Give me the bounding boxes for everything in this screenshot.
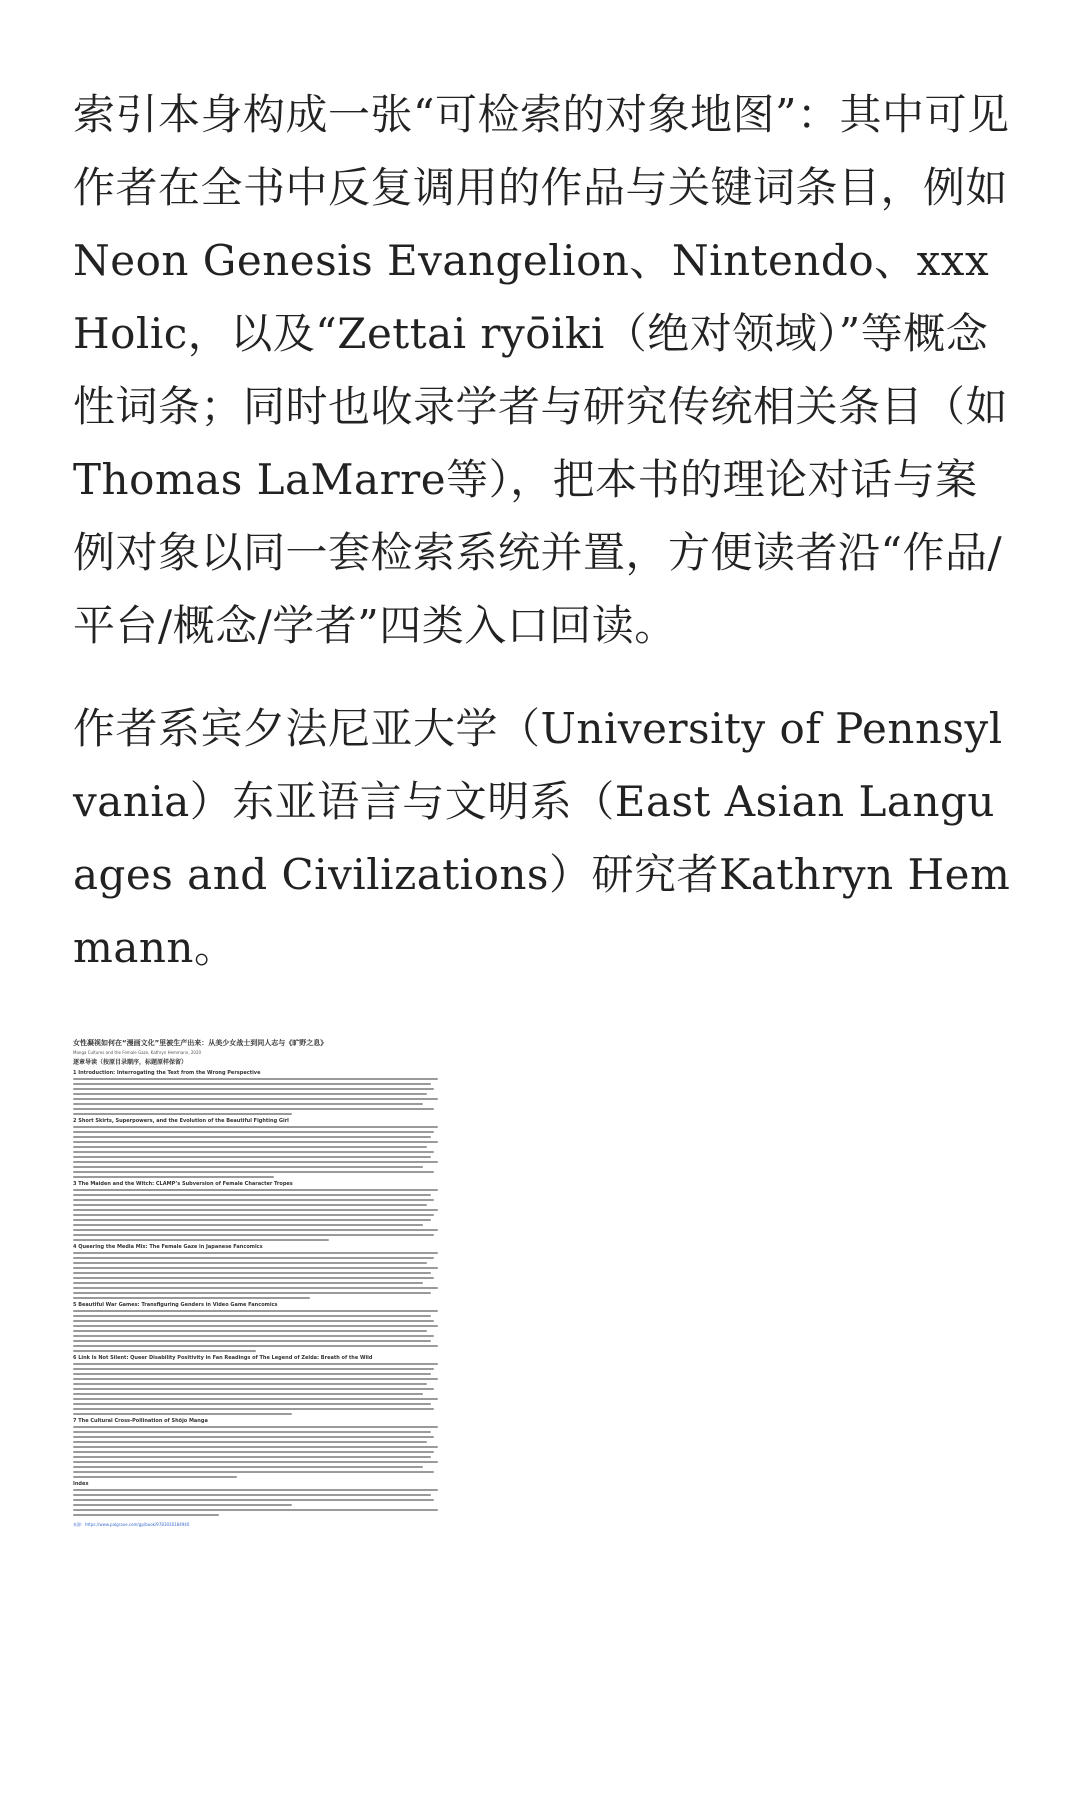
thumbnail-text-line [73,1310,438,1312]
thumbnail-text-line [73,1171,434,1173]
thumbnail-section-text [73,1426,438,1478]
article-body [73,78,1013,984]
thumbnail-text-line [73,1373,431,1375]
thumbnail-section-text [73,1363,438,1415]
thumbnail-subtitle: Manga Cultures and the Female Gaze, Kathryn Hemmann, 2020 [73,1050,202,1055]
thumbnail-text-line [73,1131,434,1133]
thumbnail-text-line [73,1471,434,1473]
thumbnail-text-line [73,1451,434,1453]
thumbnail-text-line [73,1461,438,1463]
thumbnail-text-line [73,1176,274,1178]
thumbnail-text-line [73,1431,431,1433]
thumbnail-text-line [73,1408,434,1410]
thumbnail-text-line [73,1378,438,1380]
thumbnail-section-heading: 3 The Maiden and the Witch: CLAMP’s Subversion of Female Character Tropes [73,1181,293,1187]
thumbnail-text-line [73,1368,434,1370]
thumbnail-text-line [73,1272,431,1274]
thumbnail-text-line [73,1257,434,1259]
thumbnail-section-heading: Index [73,1481,89,1487]
thumbnail-text-line [73,1194,431,1196]
thumbnail-text-line [73,1315,431,1317]
thumbnail-text-line [73,1446,438,1448]
thumbnail-text-line [73,1252,438,1254]
thumbnail-text-line [73,1350,256,1352]
thumbnail-text-line [73,1504,292,1506]
thumbnail-text-line [73,1456,431,1458]
thumbnail-sections [73,1070,438,1516]
thumbnail-text-line [73,1426,438,1428]
thumbnail-text-line [73,1166,423,1168]
thumbnail-title: 女性凝视如何在“漫画文化”里被生产出来：从美少女战士到同人志与《旷野之息》 [73,1039,328,1047]
document-thumbnail [73,1030,438,1685]
thumbnail-text-line [73,1297,310,1299]
thumbnail-text-line [73,1113,292,1115]
thumbnail-section-text [73,1489,438,1516]
thumbnail-text-line [73,1214,434,1216]
thumbnail-text-line [73,1151,434,1153]
thumbnail-section-text [73,1310,438,1352]
thumbnail-text-line [73,1098,438,1100]
thumbnail-section-text [73,1252,438,1299]
thumbnail-text-line [73,1340,431,1342]
thumbnail-text-line [73,1413,292,1415]
thumbnail-text-line [73,1126,438,1128]
thumbnail-text-line [73,1103,423,1105]
thumbnail-text-line [73,1292,431,1294]
thumbnail-section-heading: 1 Introduction: Interrogating the Text from the Wrong Perspective [73,1070,261,1076]
thumbnail-section-heading: 4 Queering the Media Mix: The Female Gaze in Japanese Fancomics [73,1244,263,1250]
thumbnail-text-line [73,1476,237,1478]
paragraph-index-description: 索引本身构成一张“可检索的对象地图”：其中可见作者在全书中反复调用的作品与关键词条目，例如 Neon Genesis Evangelion、Nintendo、xxx Holic，以及“Zettai ryōiki（绝对领域）”等概念性词条；同时也收录学者与研究传统相关条目（如Thomas LaMarre等），把本书的理论对话与案例对象以同一套检索系统并置，方便读者沿“作品/平台/概念/学者”四类入口回读。 [73,90,1010,650]
thumbnail-text-line [73,1108,434,1110]
thumbnail-text-line [73,1078,438,1080]
thumbnail-text-line [73,1224,423,1226]
thumbnail-text-line [73,1363,438,1365]
thumbnail-text-line [73,1156,431,1158]
thumbnail-text-line [73,1514,219,1516]
thumbnail-text-line [73,1383,427,1385]
thumbnail-text-line [73,1219,431,1221]
thumbnail-text-line [73,1088,434,1090]
thumbnail-text-line [73,1204,427,1206]
thumbnail-text-line [73,1398,438,1400]
thumbnail-text-line [73,1146,427,1148]
thumbnail-section-heading: 2 Short Skirts, Superpowers, and the Evolution of the Beautiful Fighting Girl [73,1118,289,1124]
thumbnail-toc-heading: 逐章导读（按原目录顺序，标题原样保留） [73,1059,188,1066]
thumbnail-text-line [73,1209,438,1211]
thumbnail-text-line [73,1262,427,1264]
thumbnail-text-line [73,1141,438,1143]
thumbnail-text-line [73,1287,438,1289]
thumbnail-text-line [73,1161,438,1163]
thumbnail-text-line [73,1229,438,1231]
thumbnail-text-line [73,1436,434,1438]
thumbnail-text-line [73,1335,434,1337]
thumbnail-section-heading: 5 Beautiful War Games: Transfiguring Genders in Video Game Fancomics [73,1302,278,1308]
thumbnail-section-heading: 7 The Cultural Cross-Pollination of Shōjo Manga [73,1418,208,1424]
thumbnail-section-text [73,1078,438,1115]
thumbnail-text-line [73,1239,329,1241]
thumbnail-text-line [73,1388,434,1390]
thumbnail-text-line [73,1277,434,1279]
thumbnail-text-line [73,1466,423,1468]
thumbnail-text-line [73,1441,427,1443]
thumbnail-text-line [73,1320,434,1322]
thumbnail-source-link[interactable]: 来源：https://www.palgrave.com/gp/book/9783030184940 [73,1522,190,1527]
thumbnail-text-line [73,1345,438,1347]
thumbnail-text-line [73,1136,431,1138]
thumbnail-text-line [73,1330,427,1332]
thumbnail-text-line [73,1499,434,1501]
thumbnail-text-line [73,1509,438,1511]
thumbnail-text-line [73,1489,438,1491]
thumbnail-text-line [73,1325,438,1327]
thumbnail-text-line [73,1234,434,1236]
thumbnail-text-line [73,1494,431,1496]
thumbnail-text-line [73,1189,438,1191]
thumbnail-text-line [73,1093,427,1095]
paragraph-author-affiliation: 作者系宾夕法尼亚大学（University of Pennsylvania）东亚语言与文明系（East Asian Languages and Civilizations）研究者Kathryn Hemmann。 [73,704,1011,972]
thumbnail-text-line [73,1403,431,1405]
thumbnail-section-heading: 6 Link Is Not Silent: Queer Disability Positivity in Fan Readings of The Legend of Zelda: Breath of the Wild [73,1355,373,1361]
thumbnail-text-line [73,1199,434,1201]
thumbnail-text-line [73,1393,423,1395]
thumbnail-section-text [73,1126,438,1178]
thumbnail-text-line [73,1083,431,1085]
thumbnail-text-line [73,1282,423,1284]
thumbnail-section-text [73,1189,438,1241]
thumbnail-text-line [73,1267,438,1269]
